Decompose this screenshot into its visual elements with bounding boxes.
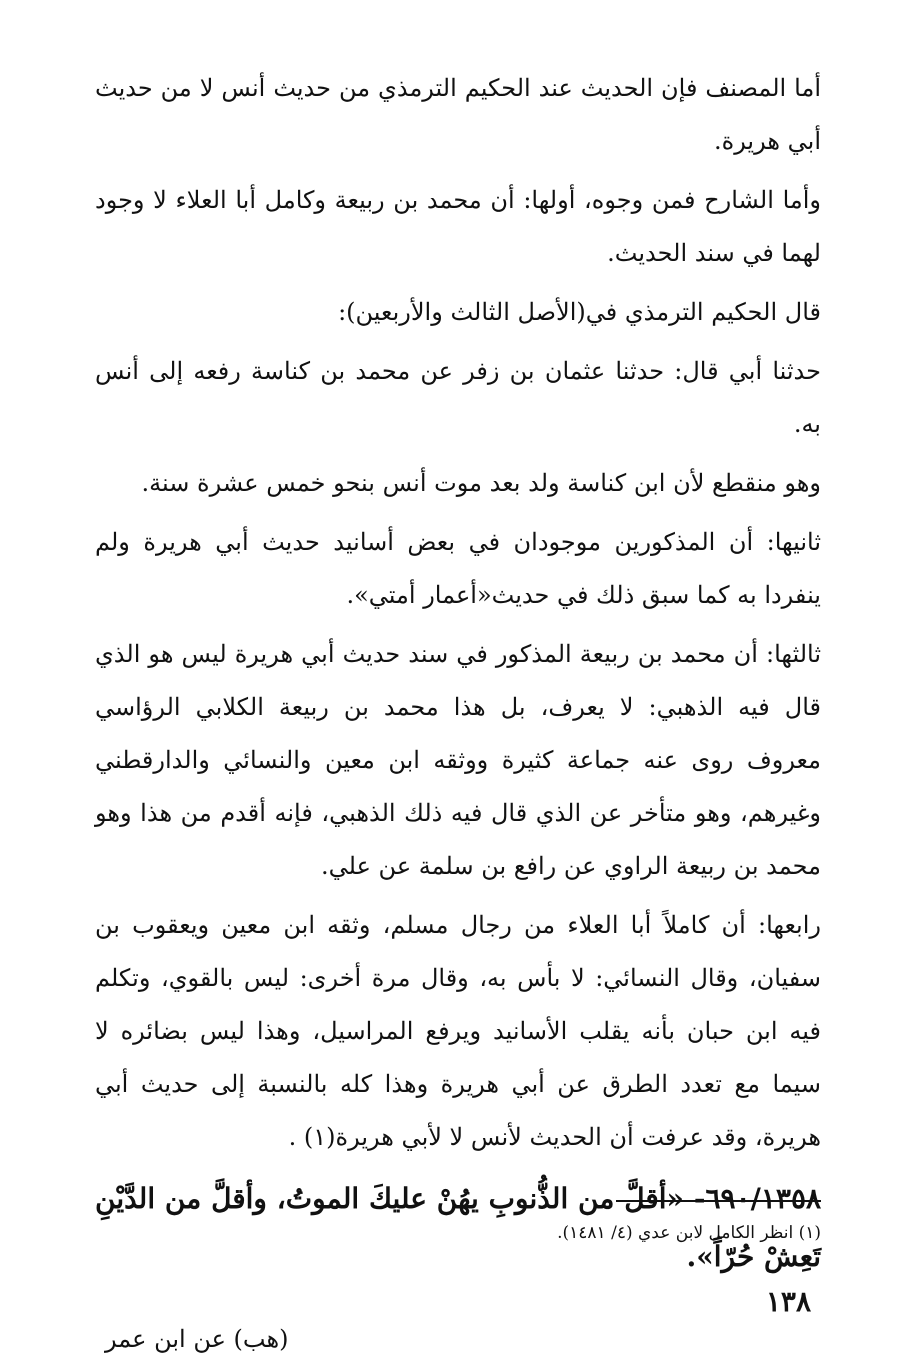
quote-heading: قال الحكيم الترمذي في(الأصل الثالث والأربعين): xyxy=(338,298,821,326)
page-number: ١٣٨ xyxy=(765,1285,811,1318)
footnote: (١) انظر الكامل لابن عدي (٤/ ١٤٨١). xyxy=(557,1223,821,1243)
paragraph-second-point: ثانيها: أن المذكورين موجودان في بعض أسانيد حديث أبي هريرة ولم ينفردا به كما سبق ذلك في حديث«أعمار أمتي». xyxy=(95,528,821,609)
paragraph-author: أما المصنف فإن الحديث عند الحكيم الترمذي من حديث أنس لا من حديث أبي هريرة. xyxy=(95,74,821,155)
hadith-source: (هب) عن ابن عمر xyxy=(105,1325,289,1353)
paragraph-isnad: حدثنا أبي قال: حدثنا عثمان بن زفر عن محمد بن كناسة رفعه إلى أنس به. xyxy=(95,357,821,438)
paragraph-fourth-point: رابعها: أن كاملاً أبا العلاء من رجال مسلم، وثقه ابن معين ويعقوب بن سفيان، وقال النسائي: لا بأس به، وقال مرة أخرى: ليس بالقوي، وتكلم فيه ابن حبان بأنه يقلب الأسانيد ويرفع المراسيل، وهذا ليس بضائره لا سيما مع تعدد الطرق عن أبي هريرة وهذا كله بالنسبة إلى حديث أبي هريرة، وقد عرفت أن الحديث لأنس لا لأبي هريرة(١) . xyxy=(95,911,821,1151)
page-body xyxy=(95,62,822,1353)
hadith-entry: ٦٩٠/١٣٥٨- «أقلَّ من الذُّنوبِ يهُنْ عليكَ الموتُ، وأقلَّ من الدَّيْنِ تَعِشْ حُرّاً». xyxy=(95,1182,822,1273)
paragraph-third-point: ثالثها: أن محمد بن ربيعة المذكور في سند حديث أبي هريرة ليس هو الذي قال فيه الذهبي: لا يعرف، بل هذا محمد بن ربيعة الكلابي الرؤاسي معروف روى عنه جماعة كثيرة ووثقه ابن معين والنسائي والدارقطني وغيرهم، وهو متأخر عن الذي قال فيه ذلك الذهبي، فإنه أقدم من هذا وهو محمد بن ربيعة الراوي عن رافع بن سلمة عن علي. xyxy=(95,640,822,880)
footnote-divider xyxy=(616,1200,821,1202)
paragraph-munqati: وهو منقطع لأن ابن كناسة ولد بعد موت أنس بنحو خمس عشرة سنة. xyxy=(141,469,821,497)
paragraph-commentator: وأما الشارح فمن وجوه، أولها: أن محمد بن ربيعة وكامل أبا العلاء لا وجود لهما في سند الحديث. xyxy=(95,186,821,267)
